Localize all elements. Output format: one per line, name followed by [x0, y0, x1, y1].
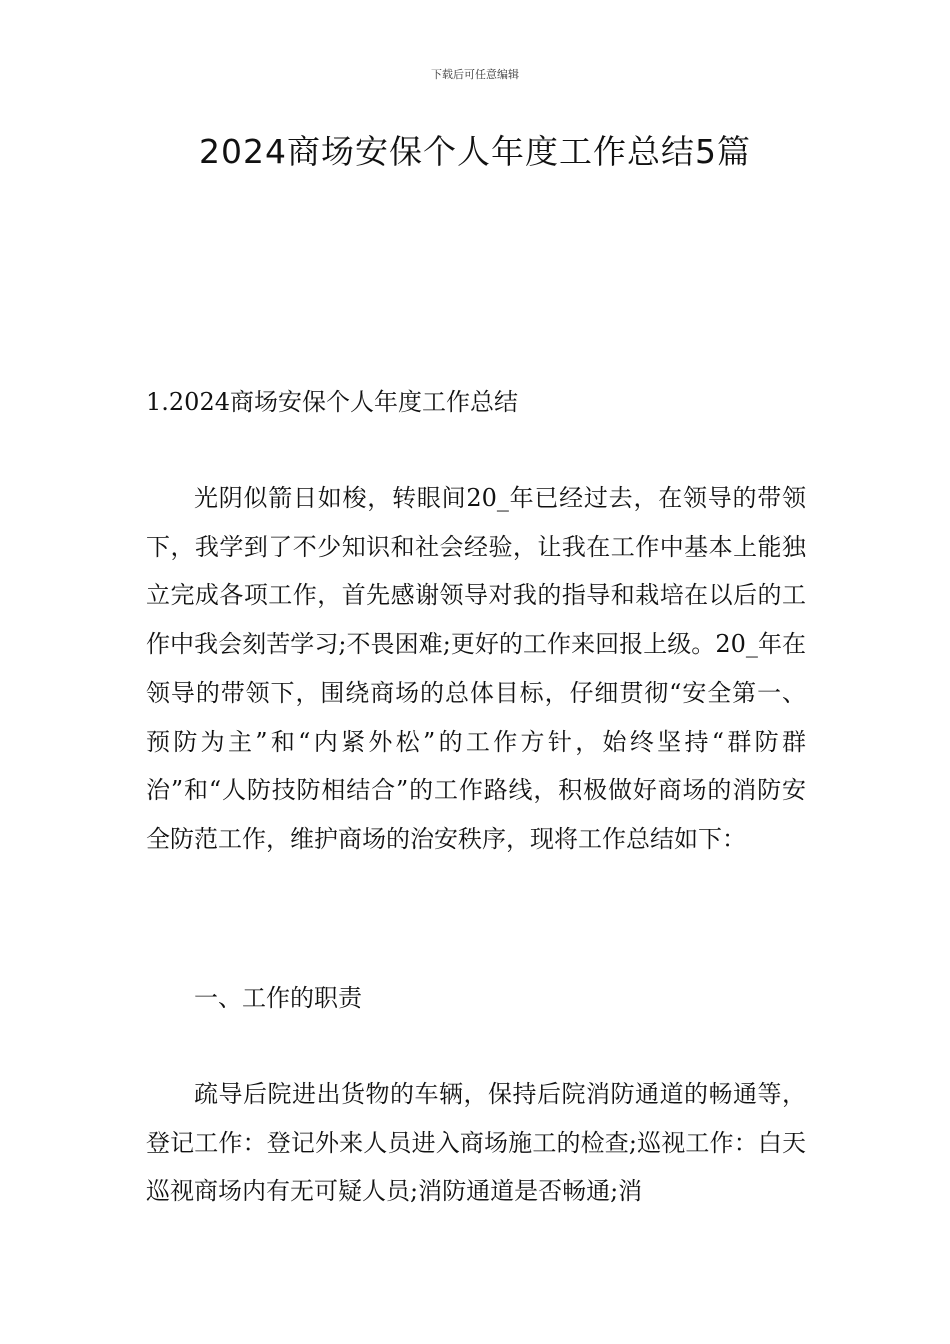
section-heading: 1.2024商场安保个人年度工作总结 [146, 388, 518, 416]
paragraph-duties: 疏导后院进出货物的车辆，保持后院消防通道的畅通等，登记工作：登记外来人员进入商场施工的检查;巡视工作：白天巡视商场内有无可疑人员;消防通道是否畅通;消 [146, 1080, 806, 1206]
sub-heading-duties: 一、工作的职责 [194, 984, 362, 1012]
document-title: 2024商场安保个人年度工作总结5篇 [199, 132, 751, 171]
header-note: 下载后可任意编辑 [431, 68, 519, 81]
paragraph-intro: 光阴似箭日如梭，转眼间20_年已经过去，在领导的带领下，我学到了不少知识和社会经验，让我在工作中基本上能独立完成各项工作，首先感谢领导对我的指导和栽培在以后的工作中我会刻苦学习;不畏困难;更好的工作来回报上级。20_年在领导的带领下，围绕商场的总体目标，仔细贯彻“安全第一、预防为主”和“内紧外松”的工作方针，始终坚持“群防群治”和“人防技防相结合”的工作路线，积极做好商场的消防安全防范工作，维护商场的治安秩序，现将工作总结如下： [146, 484, 806, 853]
